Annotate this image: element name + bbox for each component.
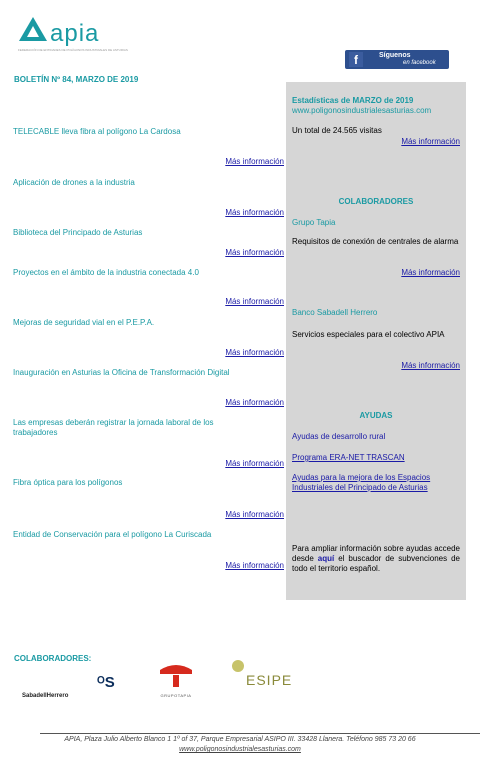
more-info-link[interactable]: Más información: [225, 157, 284, 166]
more-info-link[interactable]: Más información: [225, 348, 284, 357]
footer-website[interactable]: www.poligonosindustrialesasturias.com: [179, 746, 301, 753]
more-info-link[interactable]: Más información: [225, 248, 284, 257]
esipe-mark-icon: [232, 660, 244, 672]
facebook-follow-button[interactable]: [345, 50, 449, 69]
facebook-line2: en facebook: [403, 60, 436, 66]
more-info-link[interactable]: Más información: [225, 459, 284, 468]
ayuda-era-net[interactable]: Programa ERA-NET TRASCAN: [292, 453, 405, 462]
apia-logo[interactable]: [14, 14, 128, 58]
colab-grupo-tapia[interactable]: Grupo Tapia: [292, 218, 336, 227]
sabadell-herrero-logo[interactable]: [22, 684, 68, 702]
brand-name: apia: [50, 20, 100, 47]
facebook-line1: Síguenos: [379, 52, 411, 59]
facebook-f-icon: f: [349, 52, 363, 67]
colab-sabadell-text: Servicios especiales para el colectivo APIA: [292, 330, 445, 339]
news-item-title[interactable]: Proyectos en el ámbito de la industria conectada 4.0: [13, 268, 199, 277]
tapia-logo-icon: [156, 662, 196, 688]
more-info-link[interactable]: Más información: [225, 297, 284, 306]
news-item-title[interactable]: TELECABLE lleva fibra al polígono La Cardosa: [13, 127, 181, 136]
ayudas-note-post: el buscador de subvenciones de todo el territorio español.: [292, 554, 460, 573]
stats-visits: Un total de 24.565 visitas: [292, 126, 382, 135]
news-item-title[interactable]: Las empresas deberán registrar la jornada laboral de los trabajadores: [13, 418, 214, 437]
ayuda-desarrollo-rural[interactable]: Ayudas de desarrollo rural: [292, 432, 386, 441]
more-info-link[interactable]: Más información: [401, 137, 460, 146]
stats-website[interactable]: www.poligonosindustrialesasturias.com: [292, 106, 432, 115]
news-item-title[interactable]: Aplicación de drones a la industria: [13, 178, 135, 187]
apia-logo-mark-icon: [18, 16, 48, 42]
news-item-title[interactable]: Inauguración en Asturias la Oficina de Transformación Digital: [13, 368, 230, 377]
sabadell-logo-text: SabadellHerrero: [22, 693, 69, 699]
footer-address: APIA, Plaza Julio Alberto Blanco 1 1º of 37, Parque Empresarial ASIPO III. 33428 Llanera. Teléfono 985 73 20 66: [64, 736, 416, 743]
footer-divider: [40, 733, 480, 734]
esipe-logo-text: ESIPE: [246, 672, 293, 688]
news-item-title[interactable]: Biblioteca del Principado de Asturias: [13, 228, 143, 237]
brand-tagline: FEDERACIÓN DE ENTIDADES DE POLÍGONOS INDUSTRIALES DE ASTURIAS: [18, 48, 128, 52]
news-item-title[interactable]: Entidad de Conservación para el polígono La Curiscada: [13, 530, 212, 539]
collaborators-heading: COLABORADORES:: [14, 654, 92, 663]
aqui-link[interactable]: aquí: [317, 554, 335, 563]
more-info-link[interactable]: Más información: [225, 510, 284, 519]
more-info-link[interactable]: Más información: [401, 361, 460, 370]
ayudas-note: [292, 544, 460, 574]
more-info-link[interactable]: Más información: [225, 208, 284, 217]
news-item-title[interactable]: Mejoras de seguridad vial en el P.E.P.A.: [13, 318, 155, 327]
ayuda-espacios-industriales[interactable]: Ayudas para la mejora de los Espacios Industriales del Principado de Asturias: [292, 473, 431, 492]
more-info-link[interactable]: Más información: [401, 268, 460, 277]
sidebar: [286, 82, 466, 600]
news-item-title[interactable]: Fibra óptica para los polígonos: [13, 478, 123, 487]
tapia-logo-text: GRUPOTAPIA: [160, 693, 192, 698]
grupo-tapia-logo[interactable]: [156, 662, 196, 698]
esipe-logo[interactable]: [232, 660, 302, 698]
colab-sabadell[interactable]: Banco Sabadell Herrero: [292, 308, 378, 317]
colaboradores-heading: COLABORADORES: [338, 197, 414, 206]
more-info-link[interactable]: Más información: [225, 398, 284, 407]
more-info-link[interactable]: Más información: [225, 561, 284, 570]
stats-title: Estadísticas de MARZO de 2019: [292, 96, 414, 105]
sabadell-s-logo-icon[interactable]: ᴼS: [97, 674, 115, 691]
ayudas-note-pre: Para ampliar información sobre ayudas accede desde: [292, 544, 460, 563]
bulletin-title: BOLETÍN Nº 84, MARZO DE 2019: [14, 75, 139, 84]
colab-tapia-text: Requisitos de conexión de centrales de alarma: [292, 237, 459, 246]
ayudas-heading: AYUDAS: [359, 411, 393, 420]
